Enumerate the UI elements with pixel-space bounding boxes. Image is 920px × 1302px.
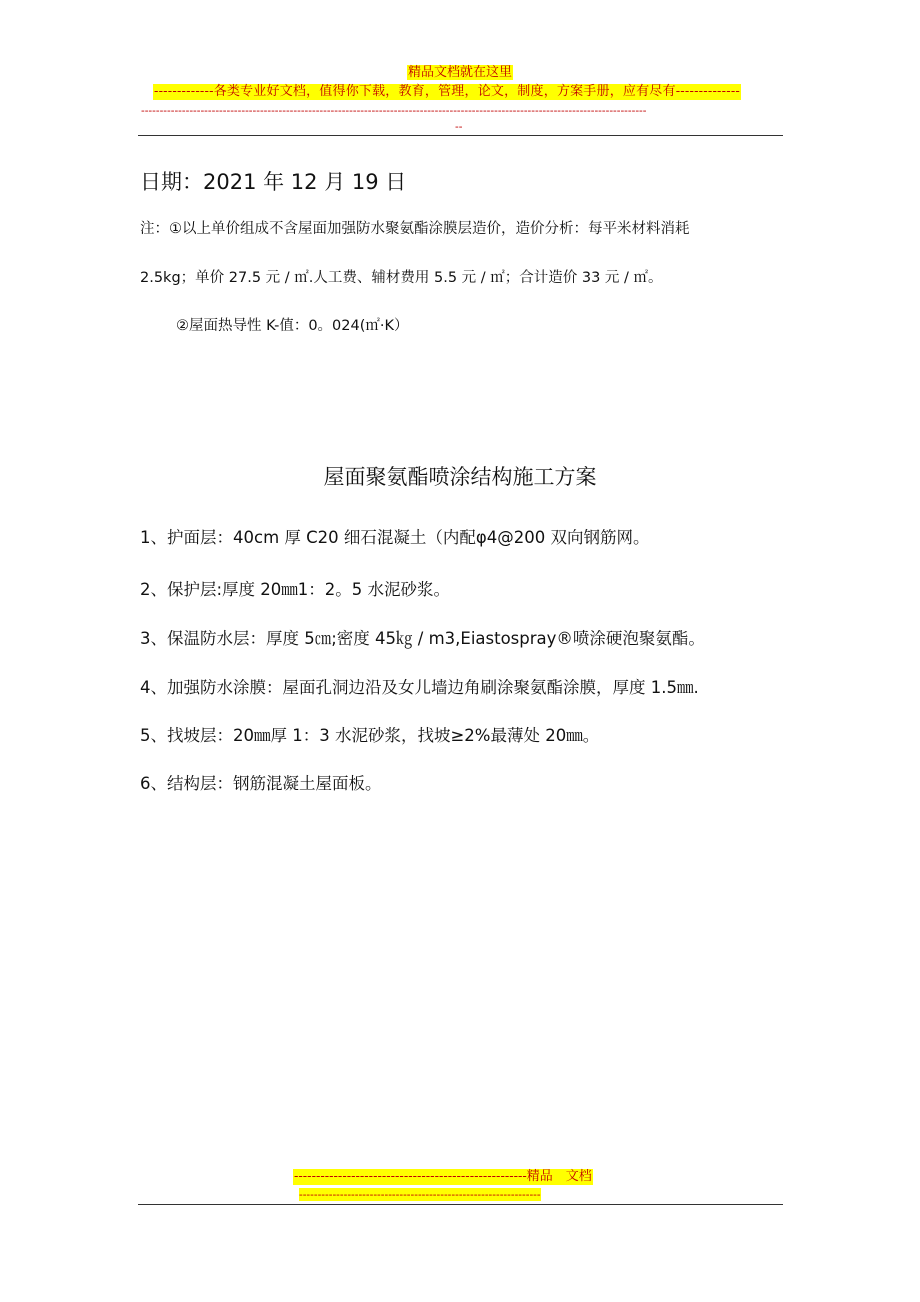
note-line-2: 2.5kg；单价 27.5 元 / ㎡.人工费、辅材费用 5.5 元 / ㎡；合计造价 33 元 / ㎡。	[140, 270, 663, 286]
header-title: 精品文档就在这里	[407, 65, 512, 80]
list-item-2: 2、保护层:厚度 20㎜1：2。5 水泥砂浆。	[140, 580, 451, 599]
list-item-4: 4、加强防水涂膜：屋面孔洞边沿及女儿墙边角刷涂聚氨酯涂膜，厚度 1.5㎜.	[140, 678, 699, 697]
list-item-1: 1、护面层：40cm 厚 C20 细石混凝土（内配φ4@200 双向钢筋网。	[140, 528, 650, 547]
watermark: www.zixin.com.cn	[360, 583, 804, 637]
note-line-1: 注：①以上单价组成不含屋面加强防水聚氨酯涂膜层造价，造价分析：每平米材料消耗	[140, 221, 690, 237]
footer-line: -----------------------------------------------------精品 文档	[294, 1169, 592, 1184]
note-line-3: ②屋面热导性 K-值：0。024(㎡·K）	[176, 318, 409, 334]
list-item-3: 3、保温防水层：厚度 5㎝;密度 45㎏ / m3,Eiastospray®喷涂硬泡聚氨酯。	[140, 629, 705, 648]
header-dash-line: ----------------------------------------------------------------------------------------------------------------------------------------	[141, 104, 647, 117]
date-line: 日期：2021 年 12 月 19 日	[140, 170, 407, 194]
header-rule	[138, 135, 783, 136]
section-heading: 屋面聚氨酯喷涂结构施工方案	[323, 465, 597, 489]
list-item-5: 5、找坡层：20㎜厚 1：3 水泥砂浆，找坡≥2%最薄处 20㎜。	[140, 726, 600, 745]
header-tagline: -------------各类专业好文档，值得你下载，教育，管理，论文，制度，方案手册，应有尽有--------------	[154, 84, 740, 99]
list-item-6: 6、结构层：钢筋混凝土屋面板。	[140, 774, 382, 793]
footer-rule	[138, 1204, 783, 1205]
footer-dash-line: -----------------------------------------------------------------	[299, 1188, 541, 1201]
header-dash-tail: --	[455, 120, 463, 133]
header-title-wrap	[0, 65, 920, 81]
